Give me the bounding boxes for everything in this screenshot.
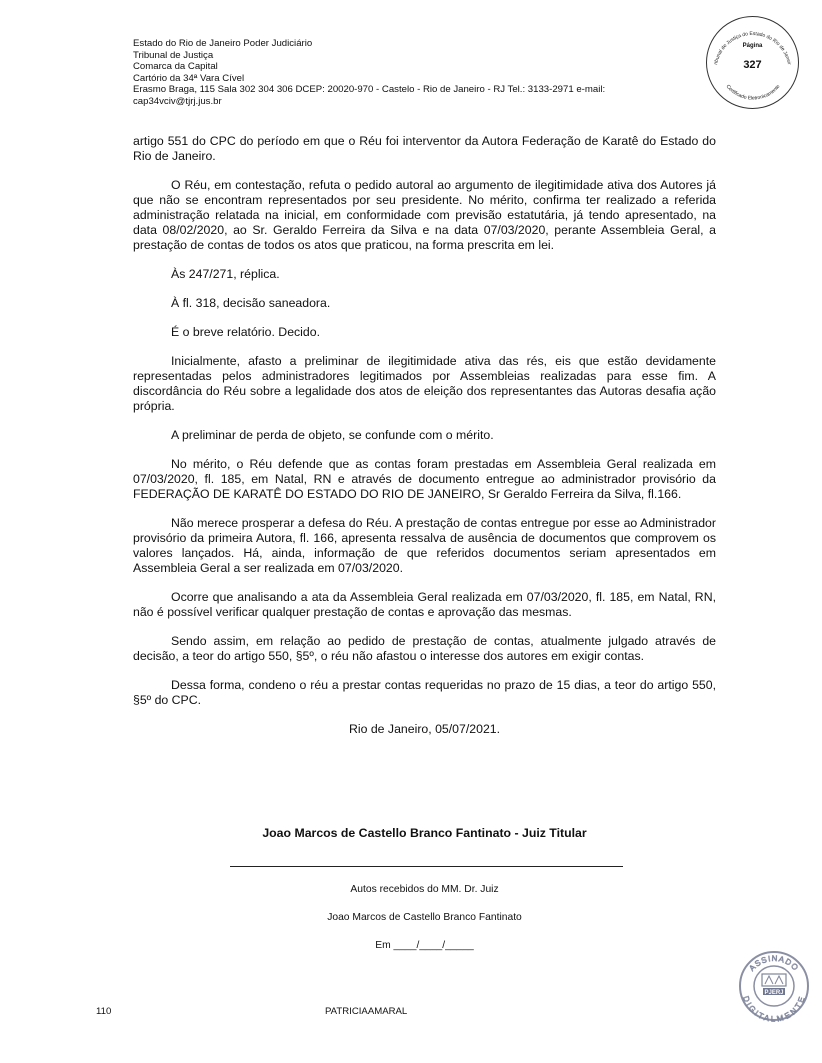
stamp-bottom-text: DIGITALMENTE [741, 994, 807, 1022]
paragraph: Inicialmente, afasto a preliminar de ilegitimidade ativa das rés, eis que estão devidamente representadas pelos administradores legitimados por Assembleias realizadas para esse fim. A discordância do Réu sobre a legalidade dos atos de eleição dos representantes das Autoras desafia ação própria. [133, 354, 716, 413]
seal-bottom-text: Certificado Eletronicamente [724, 83, 782, 102]
seal-page-label: Página [742, 43, 763, 49]
receipt-line-2: Joao Marcos de Castello Branco Fantinato [327, 912, 522, 923]
digital-signature-stamp [738, 950, 810, 1022]
header-line-state: Estado do Rio de Janeiro Poder Judiciário [133, 38, 313, 49]
header-line-address: Erasmo Braga, 115 Sala 302 304 306 DCEP: 20020-970 - Castelo - Rio de Janeiro - RJ Tel.: 3133-2971 e-mail: [133, 84, 606, 96]
receipt-line-3: Em ____/____/_____ [375, 940, 474, 951]
paragraph: Não merece prosperar a defesa do Réu. A prestação de contas entregue por esse ao Administrador provisório da primeira Autora, fl. 166, apresenta ressalva de ausência de documentos que comprovem os valores lançados. Há, ainda, informação de que referidos documentos seriam apresentados em Assembleia Geral a ser realizada em 07/03/2020. [133, 516, 716, 575]
receipt-line-1: Autos recebidos do MM. Dr. Juiz [350, 884, 499, 895]
signature-line [230, 866, 623, 867]
header-line-email: cap34vciv@tjrj.jus.br [133, 95, 222, 107]
svg-text:DIGITALMENTE [741, 995, 807, 1022]
decision-body [133, 134, 716, 751]
header-line-tribunal: Tribunal de Justiça [133, 49, 214, 61]
page-seal [705, 15, 800, 110]
paragraph: No mérito, o Réu defende que as contas foram prestadas em Assembleia Geral realizada em 07/03/2020, fl. 185, em Natal, RN e através de documento entregue ao administrador provisório da FEDERAÇÃO DE KARATÊ DO ESTADO DO RIO DE JANEIRO, Sr Geraldo Ferreira da Silva, fl.166. [133, 457, 716, 501]
seal-page-number: 327 [743, 59, 762, 71]
stamp-top-text: ASSINADO [747, 953, 801, 973]
paragraph: artigo 551 do CPC do período em que o Réu foi interventor da Autora Federação de Karatê do Estado do Rio de Janeiro. [133, 134, 716, 163]
svg-text:Certificado Eletronicamente [725, 84, 782, 102]
date-line: Rio de Janeiro, 05/07/2021. [348, 722, 501, 736]
header-line-comarca: Comarca da Capital [133, 61, 218, 73]
stamp-center-text: PJERJ [764, 990, 784, 996]
paragraph: Às 247/271, réplica. [171, 267, 280, 281]
stamp-seal-icon [738, 950, 810, 1022]
footer-user: PATRICIAAMARAL [325, 1006, 408, 1017]
paragraph: É o breve relatório. Decido. [171, 325, 321, 339]
paragraph: Ocorre que analisando a ata da Assembleia Geral realizada em 07/03/2020, fl. 185, em Natal, RN, não é possível verificar qualquer prestação de contas e aprovação das mesmas. [133, 590, 716, 619]
footer-page-code: 110 [96, 1006, 112, 1017]
paragraph: À fl. 318, decisão saneadora. [171, 296, 331, 310]
paragraph: A preliminar de perda de objeto, se confunde com o mérito. [171, 428, 494, 442]
paragraph: Sendo assim, em relação ao pedido de prestação de contas, atualmente julgado através de decisão, a teor do artigo 550, §5º, o réu não afastou o interesse dos autores em exigir contas. [133, 634, 716, 663]
paragraph: Dessa forma, condeno o réu a prestar contas requeridas no prazo de 15 dias, a teor do artigo 550, §5º do CPC. [133, 678, 716, 707]
judge-signature: Joao Marcos de Castello Branco Fantinato - Juiz Titular [262, 826, 587, 840]
paragraph: O Réu, em contestação, refuta o pedido autoral ao argumento de ilegitimidade ativa dos Autores já que não se encontram representados por seu presidente. No mérito, confirma ter realizado a referida administração relatada na inicial, em conformidade com previsão estatutária, já tendo apresentado, na data 08/02/2020, ao Sr. Geraldo Ferreira da Silva e na data 07/03/2020, perante Assembleia Geral, a prestação de contas de todos os atos que praticou, na forma prescrita em lei. [133, 178, 716, 252]
court-header [133, 38, 693, 108]
header-line-cartorio: Cartório da 34ª Vara Cível [133, 72, 245, 84]
seal-top-text: ribunal de Justiça do Estado do Rio de Janeir [713, 30, 792, 66]
